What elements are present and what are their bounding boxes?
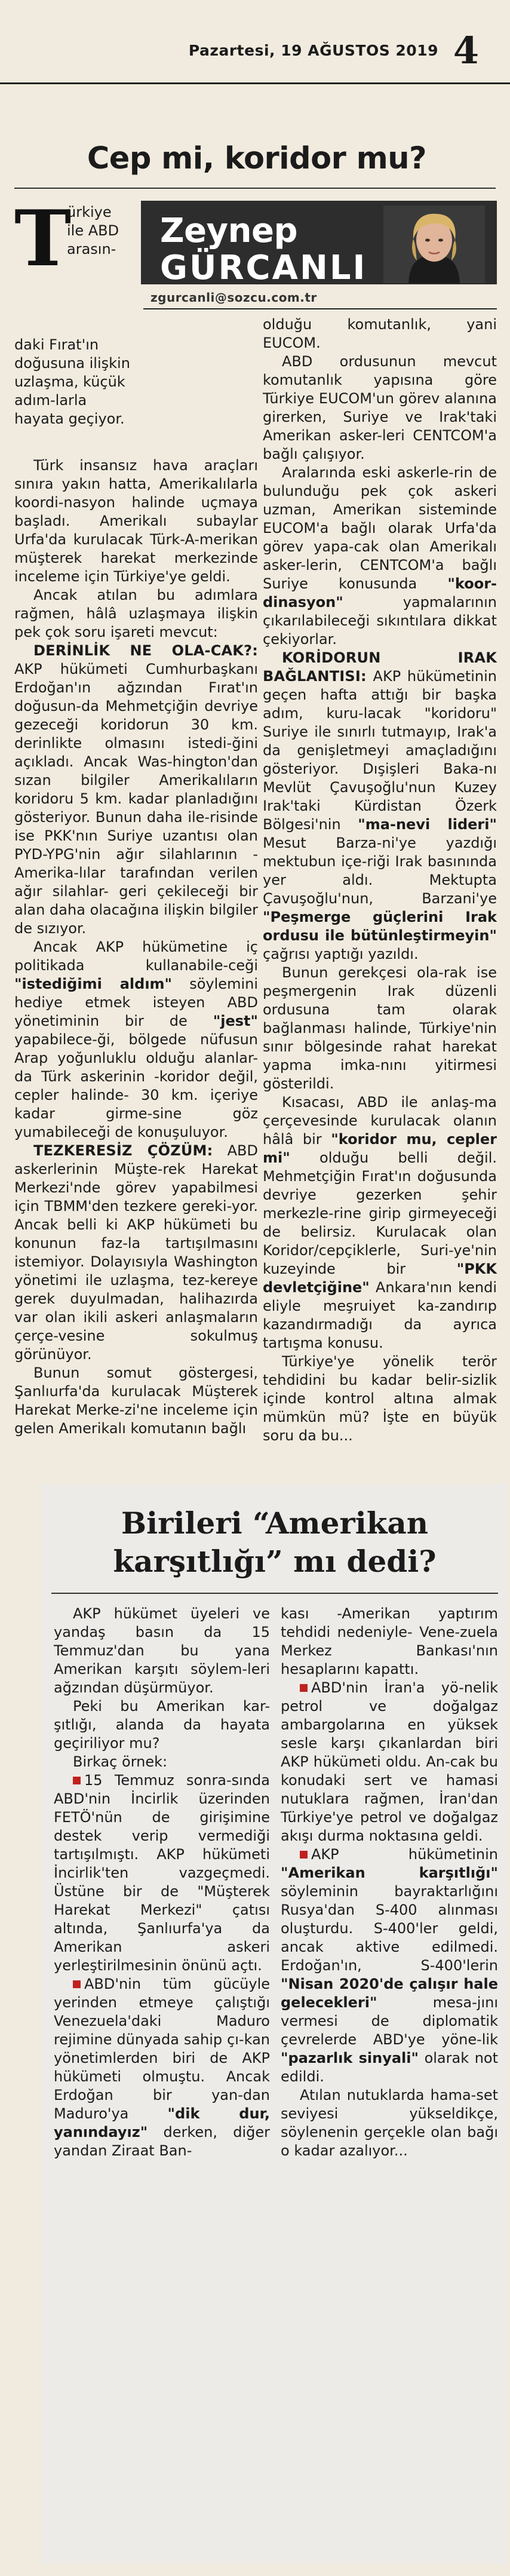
bold-quote: "Peşmerge güçlerini Irak ordusu ile bütünleştirmeyin" — [263, 909, 497, 944]
boxed-headline-rule — [51, 1593, 498, 1594]
article-paragraph — [263, 464, 497, 649]
paragraph-text: derken, diğer yandan Ziraat Ban- — [54, 2124, 270, 2159]
article-paragraph — [263, 649, 497, 964]
author-first-name: Zeynep — [160, 211, 298, 250]
paragraph-text: yapabilece-ği, bölgede nüfusun Arap yoğunluklu olduğu alanlar-da Türk askerinin -koridor değil, cepler halinde- 30 km. içeriye kadar girme-sine göz yumabileceği de konuşuluyor. — [14, 1031, 258, 1140]
article-paragraph — [263, 1093, 497, 1353]
subheading: KORİDORUN IRAK BAĞLANTISI: — [263, 649, 497, 685]
paragraph-text: kası -Amerikan yaptırım tehdidi nedeniyle- Vene-zuela Merkez Bankası'nın hesaplarını kapattı. — [281, 1605, 498, 1678]
paragraph-text: AKP hükümetinin geçen hafta attığı bir başka adım, kuru-lacak "koridoru" Suriye ile sınırlı tutmayıp, Irak'a da genişletmeyi amaçladığını gösteriyor. Dışişleri Baka-nı Mevlüt Çavuşoğlu'nun Kuzey Irak'taki Kürdistan Özerk Bölgesi'nin — [263, 668, 497, 833]
intro-continuation: daki Fırat'ın doğusuna ilişkin uzlaşma, küçük adım-larla hayata geçiyor. — [14, 336, 130, 427]
article-headline: Cep mi, koridor mu? — [87, 141, 427, 176]
article-paragraph — [54, 1605, 270, 1697]
red-square-bullet-icon — [300, 1851, 308, 1859]
intro-line: ürkiye — [67, 204, 112, 220]
subheading: TEZKERESİZ ÇÖZÜM: — [33, 1142, 213, 1159]
article-paragraph — [281, 1679, 498, 1845]
paragraph-text: Birkaç örnek: — [73, 1753, 168, 1770]
paragraph-text: Atılan nutuklarda hama-set seviyesi yükseldikçe, söylenenin gerçekle olan bağı o kadar azalıyor... — [281, 2087, 498, 2159]
paragraph-text: Ancak AKP hükümetine iç politikada kullanabile-ceği — [14, 939, 258, 974]
boxed-article-headline — [48, 1504, 502, 1581]
article-paragraph — [54, 1697, 270, 1753]
article-paragraph — [263, 315, 497, 352]
page-number: 4 — [453, 29, 479, 72]
issue-date: Pazartesi, 19 AĞUSTOS 2019 — [188, 42, 438, 59]
article-paragraph — [14, 1142, 258, 1364]
paragraph-text: Ankara'nın kendi eliyle meşruiyet ka-zandırıp kazandırmadığı da ayrıca tartışma konusu. — [263, 1279, 497, 1351]
article-paragraph — [263, 1353, 497, 1445]
paragraph-text: Peki bu Amerikan kar-şıtlığı, alanda da hayata geçiriliyor mu? — [54, 1698, 270, 1752]
paragraph-text: Ancak atılan bu adımlara rağmen, hâlâ uzlaşmaya ilişkin pek çok soru işareti mevcut: — [14, 587, 258, 640]
page-header — [0, 29, 510, 72]
intro-line: arasın- — [67, 241, 116, 257]
article-paragraph — [54, 1975, 270, 2160]
paragraph-text: ABD'nin tüm gücüyle yerinden etmeye çalıştığı Venezuela'daki Maduro rejimine dünyada sahip çı-kan yönetimlerden biri de AKP hükümeti olmuştu. Ancak Erdoğan bir yan-dan Maduro'ya — [54, 1976, 270, 2122]
paragraph-text: ABD'nin İran'a yö-nelik petrol ve doğalgaz ambargolarına en yüksek sesle karşı çıkanlardan biri AKP hükümeti oldu. An-cak bu konudaki sert ve hamasi nutuklara rağmen, İran'dan Türkiye'ye petrol ve doğalgaz akışı durma noktasına geldi. — [281, 1679, 498, 1844]
bold-quote: "jest" — [213, 1013, 258, 1029]
article-column-2 — [263, 315, 497, 1445]
article-paragraph — [281, 1605, 498, 1679]
bold-quote: "dik dur, yanındayız" — [54, 2105, 270, 2140]
paragraph-text: olduğu belli değil. Mehmetçiğin Fırat'ın doğusunda devriye gezerken şehir merkezle-rine girip girmeyeceği de belirsiz. Kurulacak olan Koridor/cepçiklerle, Suri-ye'nin kuzeyinde bir — [263, 1149, 497, 1277]
headline-rule — [14, 188, 496, 189]
paragraph-text: çağrısı yaptığı yazıldı. — [263, 946, 419, 962]
article-paragraph — [14, 586, 258, 642]
intro-lines — [67, 203, 139, 259]
bold-quote: "ma-nevi lideri" — [358, 816, 497, 833]
article-paragraph — [54, 1753, 270, 1771]
paragraph-text: Türk insansız hava araçları sınıra yakın hatta, Amerikalılarla koordi-nasyon halinde uçmaya başladı. Amerikalı subaylar Urfa'da kurulacak Türk-A-merikan müşterek harekat merkezinde inceleme için Türkiye'ye geldi. — [14, 457, 258, 585]
article-paragraph — [14, 1364, 258, 1438]
bold-quote: "istediğimi aldım" — [14, 976, 173, 992]
boxed-article-column-2 — [281, 1605, 498, 2160]
article-column-1 — [14, 456, 258, 1438]
headline-line-2: karşıtlığı” mı dedi? — [113, 1544, 437, 1579]
bold-quote: "koridor mu, cepler mi" — [263, 1131, 497, 1166]
paragraph-text: AKP hükümet üyeleri ve yandaş basın da 15 Temmuz'dan bu yana Amerikan karşıtı söylem-leri ağzından düşürmüyor. — [54, 1605, 270, 1696]
red-square-bullet-icon — [73, 1980, 81, 1988]
paragraph-text: mesa-jını vermesi de diplomatik çevrelerde ABD'ye yöne-lik — [281, 1994, 498, 2048]
paragraph-text: olduğu komutanlık, yani EUCOM. — [263, 316, 497, 351]
author-email[interactable]: zgurcanli@sozcu.com.tr — [150, 290, 317, 305]
article-paragraph — [54, 1771, 270, 1975]
drop-cap: T — [14, 194, 72, 284]
paragraph-text: Aralarında eski askerle-rin de bulunduğu pek çok askeri uzman, Amerikan sisteminde EUCOM'a bağlı olarak Urfa'da görev yapa-cak olan Amerikalı asker-lerin, CENTCOM'a bağlı Suriye konusunda — [263, 464, 497, 592]
bold-quote: "Nisan 2020'de çalışır hale gelecekleri" — [281, 1976, 498, 2011]
header-rule — [0, 82, 510, 84]
red-square-bullet-icon — [73, 1777, 81, 1784]
article-paragraph — [263, 964, 497, 1093]
paragraph-text: ABD askerlerinin Müşte-rek Harekat Merkezi'nde görev yapabilmesi için TBMM'den tezkere gereki-yor. Ancak belli ki AKP hükümeti bu konunun faz-la tartışılmasını istemiyor. Dolayısıyla Washington yönetimi ile uzlaşma, tez-kereye gerek duyulmadan, halihazırda var olan ikili askeri anlaşmaların çerçe-vesine sokulmuş görünüyor. — [14, 1142, 258, 1363]
paragraph-text: Bunun gerekçesi ola-rak ise peşmergenin Irak düzenli ordusuna tam olarak bağlanması halinde, Türkiye'nin sınır bölgesinde rahat harekat yapma imka-nını yitirmesi gösterildi. — [263, 964, 497, 1092]
paragraph-text: Mesut Barza-ni'ye yazdığı mektubun içe-riği Irak basınında yer aldı. Mektupta Çavuşoğlu'nun, Barzani'ye — [263, 835, 497, 907]
paragraph-text: Türkiye'ye yönelik terör tehdidini bu kadar belir-sizlik içinde kontrol altına almak mümkün mü? İşte en büyük soru da bu... — [263, 1353, 497, 1444]
bold-quote: "PKK devletçiğine" — [263, 1261, 497, 1296]
paragraph-text: yapmalarının çıkarılabileceği sıkıntılara dikkat çekiyorlar. — [263, 594, 497, 648]
author-photo — [383, 206, 485, 283]
author-byline — [141, 201, 497, 287]
paragraph-text: söyleminin bayraktarlığını Rusya'dan S-400 alınması oluşturdu. S-400'ler geldi, ancak aktive edilmedi. Erdoğan'ın, S-400'lerin — [281, 1883, 498, 1974]
intro-line: ile ABD — [67, 222, 119, 239]
subheading: DERİNLİK NE OLA-CAK?: — [33, 642, 258, 659]
red-square-bullet-icon — [300, 1684, 308, 1692]
paragraph-text: Bunun somut göstergesi, Şanlıurfa'da kurulacak Müşterek Harekat Merke-zi'ne inceleme için gelen Amerikalı komutanın bağlı — [14, 1364, 258, 1437]
bold-quote: "Amerikan karşıtlığı" — [281, 1864, 498, 1881]
article-paragraph — [263, 352, 497, 464]
boxed-article-column-1 — [54, 1605, 270, 2160]
author-last-name: GÜRCANLI — [160, 249, 367, 287]
paragraph-text: 15 Temmuz sonra-sında ABD'nin İncirlik üzerinden FETÖ'nün de girişimine destek verip vermediği tartışılmıştı. AKP hükümeti İncirlik'ten vazgeçmedi. Üstüne bir de "Müşterek Harekat Merkezi" çatısı altında, Şanlıurfa'ya da Amerikan askeri yerleştirilmesinin önünü açtı. — [54, 1772, 270, 1974]
article-paragraph — [14, 456, 258, 586]
paragraph-text: söylemini hediye etmek isteyen ABD yönetiminin bir de — [14, 976, 258, 1029]
byline-rule — [143, 308, 497, 309]
bold-quote: "pazarlık sinyali" — [281, 2050, 419, 2066]
paragraph-text: olarak not edildi. — [281, 2050, 498, 2085]
article-paragraph — [14, 642, 258, 938]
article-paragraph — [281, 2086, 498, 2160]
article-paragraph — [281, 1845, 498, 2086]
article-paragraph — [14, 938, 258, 1142]
bold-quote: "koor-dinasyon" — [263, 575, 497, 611]
paragraph-text: ABD ordusunun mevcut komutanlık yapısına göre Türkiye EUCOM'un görev alanına girerken, Suriye ve Irak'taki Amerikan asker-leri CENTCOM'a bağlı çalışıyor. — [263, 353, 497, 462]
headline-line-1: Birileri “Amerikan — [121, 1505, 429, 1541]
paragraph-text: AKP hükümeti Cumhurbaşkanı Erdoğan'ın ağzından Fırat'ın doğusun-da Mehmetçiğin devriye gezeceği koridorun 30 km. derinlikte olmasını istedi-ğini açıkladı. Ancak Was-hington'dan sızan bilgiler Amerikalıların koridoru 5 km. kadar planladığını gösteriyor. Bunun daha ile-risinde ise PKK'nın Suriye uzantısı olan PYD-YPG'nin ağır silahlarının -Amerika-lılar tarafından verilen ağır silahlar- geri çekileceği bir alan daha olacağına ilişkin bilgiler de sızıyor. — [14, 661, 258, 937]
paragraph-text: AKP hükümetinin — [311, 1846, 498, 1863]
paragraph-text: Kısacası, ABD ile anlaş-ma çerçevesinde kurulacak olanın hâlâ bir — [263, 1094, 497, 1148]
